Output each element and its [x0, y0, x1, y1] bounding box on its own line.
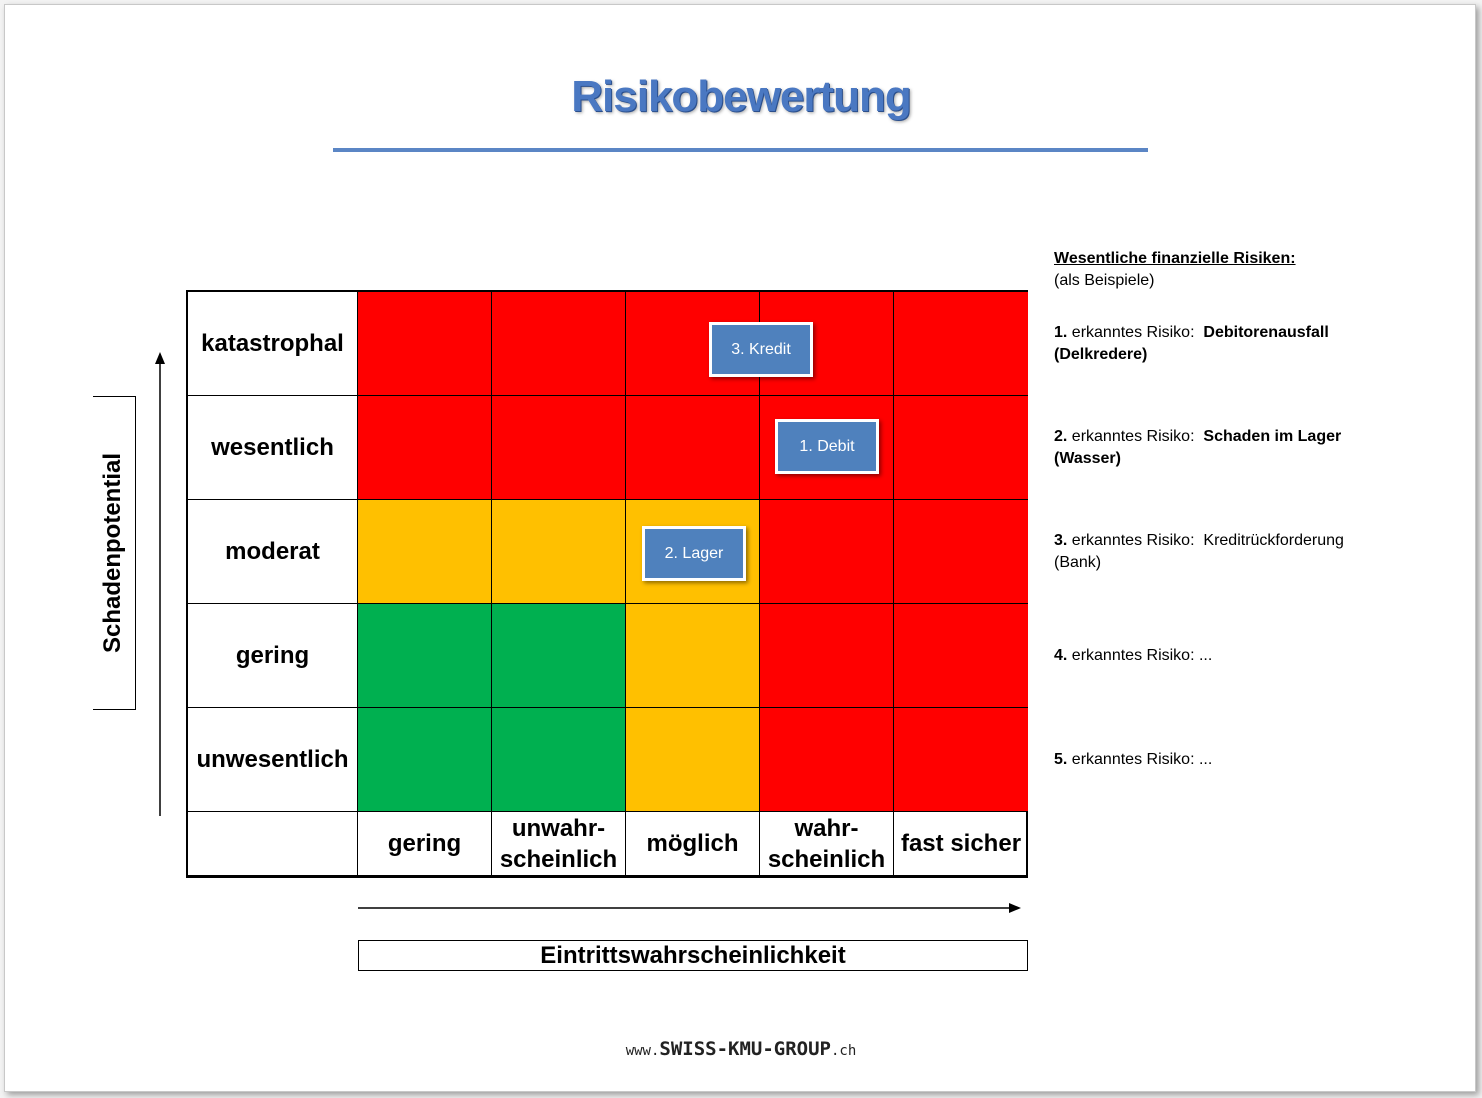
page-title: Risikobewertung: [571, 72, 911, 121]
row-label-moderat: moderat: [188, 500, 358, 604]
col-label-line: unwahr-: [511, 814, 606, 842]
matrix-cell-moderat-wahrscheinlich: [760, 500, 894, 604]
risk-description-detail: (Wasser): [1054, 450, 1121, 467]
col-label-line: möglich: [646, 830, 739, 857]
risk-description: Debitorenausfall: [1203, 324, 1329, 341]
col-label-fast-sicher: [894, 812, 1028, 876]
matrix-cell-moderat-fast-sicher: [894, 500, 1028, 604]
risk-item-4: [1054, 645, 1454, 667]
matrix-cell-gering-unwahrscheinlich: [492, 604, 626, 708]
legend-subheading: (als Beispiele): [1054, 272, 1155, 289]
risk-marker-debit[interactable]: 1. Debit: [775, 419, 879, 474]
col-label-unwahrscheinlich: [492, 812, 626, 876]
risk-number: 4.: [1054, 647, 1068, 664]
title-underline: [333, 148, 1148, 152]
matrix-cell-gering-fast-sicher: [894, 604, 1028, 708]
matrix-cell-wesentlich-moeglich: [626, 396, 760, 500]
footer-suffix: .ch: [831, 1043, 857, 1059]
matrix-cell-unwesentlich-unwahrscheinlich: [492, 708, 626, 812]
row-label-wesentlich: wesentlich: [188, 396, 358, 500]
risk-description: ...: [1198, 647, 1213, 664]
footer-prefix: www.: [625, 1043, 660, 1059]
matrix-cell-moderat-gering: [358, 500, 492, 604]
risk-number: 2.: [1054, 428, 1068, 445]
matrix-cell-wesentlich-unwahrscheinlich: [492, 396, 626, 500]
matrix-cell-wesentlich-fast-sicher: [894, 396, 1028, 500]
risk-prefix: erkanntes Risiko:: [1071, 647, 1195, 664]
risk-description: Kreditrückforderung: [1203, 532, 1344, 549]
risk-matrix: [186, 290, 1028, 878]
matrix-cell-katastrophal-fast-sicher: [894, 292, 1028, 396]
matrix-cell-gering-moeglich: [626, 604, 760, 708]
y-axis-label: Schadenpotential: [99, 452, 126, 654]
risk-number: 1.: [1054, 324, 1068, 341]
legend-heading: Wesentliche finanzielle Risiken:: [1054, 250, 1296, 267]
risk-description-detail: (Bank): [1054, 554, 1102, 571]
legend: [1054, 248, 1454, 292]
col-label-line: scheinlich: [499, 845, 618, 873]
col-label-wahrscheinlich: [760, 812, 894, 876]
x-axis-label: Eintrittswahrscheinlichkeit: [358, 940, 1028, 971]
row-label-gering: gering: [188, 604, 358, 708]
x-axis-arrow-icon: [356, 900, 1026, 916]
matrix-cell-unwesentlich-moeglich: [626, 708, 760, 812]
col-label-line: scheinlich: [767, 845, 886, 873]
col-label-line: gering: [387, 830, 462, 857]
risk-marker-kredit[interactable]: 3. Kredit: [709, 322, 813, 377]
col-label-line: fast sicher: [900, 830, 1022, 857]
row-label-unwesentlich: unwesentlich: [188, 708, 358, 812]
matrix-cell-unwesentlich-gering: [358, 708, 492, 812]
risk-item-5: [1054, 749, 1454, 771]
matrix-cell-katastrophal-gering: [358, 292, 492, 396]
matrix-cell-katastrophal-unwahrscheinlich: [492, 292, 626, 396]
risk-marker-lager[interactable]: 2. Lager: [642, 526, 746, 581]
footer-main: SWISS-KMU-GROUP: [659, 1038, 831, 1060]
matrix-cell-moderat-unwahrscheinlich: [492, 500, 626, 604]
matrix-cell-unwesentlich-fast-sicher: [894, 708, 1028, 812]
footer-url[interactable]: [0, 1038, 1482, 1060]
risk-item-3: [1054, 530, 1454, 574]
corner-cell: [188, 812, 358, 876]
risk-prefix: erkanntes Risiko:: [1071, 751, 1195, 768]
col-label-gering: [358, 812, 492, 876]
risk-prefix: erkanntes Risiko:: [1071, 532, 1195, 549]
risk-description: Schaden im Lager: [1203, 428, 1342, 445]
matrix-cell-wesentlich-gering: [358, 396, 492, 500]
risk-prefix: erkanntes Risiko:: [1071, 324, 1195, 341]
risk-item-1: [1054, 322, 1454, 366]
matrix-cell-unwesentlich-wahrscheinlich: [760, 708, 894, 812]
row-label-katastrophal: katastrophal: [188, 292, 358, 396]
matrix-cell-gering-gering: [358, 604, 492, 708]
risk-prefix: erkanntes Risiko:: [1071, 428, 1195, 445]
risk-description: ...: [1198, 751, 1213, 768]
risk-number: 3.: [1054, 532, 1068, 549]
col-label-moeglich: [626, 812, 760, 876]
col-label-line: wahr-: [794, 814, 859, 842]
risk-number: 5.: [1054, 751, 1068, 768]
risk-description-detail: (Delkredere): [1054, 346, 1148, 363]
matrix-cell-gering-wahrscheinlich: [760, 604, 894, 708]
y-axis-arrow-icon: [150, 350, 170, 818]
risk-item-2: [1054, 426, 1454, 470]
